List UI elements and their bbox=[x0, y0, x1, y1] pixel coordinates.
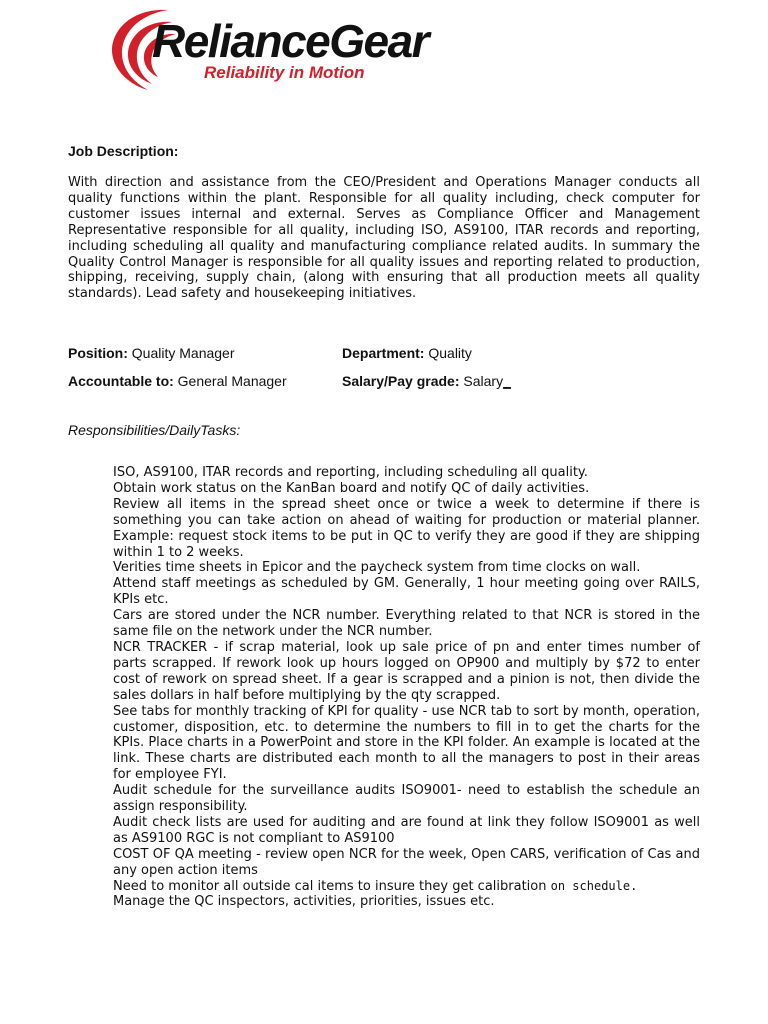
accountable-to-value: General Manager bbox=[177, 373, 287, 389]
task-item: Attend staff meetings as scheduled by GM. Generally, 1 hour meeting going over RAILS, KPIs etc. bbox=[113, 576, 700, 608]
task-item: NCR TRACKER - if scrap material, look up sale price of pn and enter times number of parts scrapped. If rework look up hours logged on OP900 and multiply by $72 to enter cost of rework on spread sheet. If a gear is scrapped and a pinion is not, then divide the sales dollars in half before multiplying by the qty scrapped. bbox=[113, 639, 700, 703]
task-item: COST OF QA meeting - review open NCR for the week, Open CARS, verification of Cas and any open action items bbox=[113, 846, 700, 878]
company-logo bbox=[106, 4, 606, 92]
position-field bbox=[68, 345, 235, 361]
accountable-to-field bbox=[68, 373, 287, 389]
task-item-mono-suffix: on schedule. bbox=[550, 878, 638, 893]
task-item: ISO, AS9100, ITAR records and reporting, including scheduling all quality. bbox=[113, 465, 588, 480]
task-item-text: Need to monitor all outside cal items to insure they get calibration bbox=[113, 878, 547, 894]
task-item: Audit schedule for the surveillance audits ISO9001- need to establish the schedule an assign responsibility. bbox=[113, 783, 700, 815]
task-item: Obtain work status on the KanBan board and notify QC of daily activities. bbox=[113, 480, 590, 496]
accountable-to-label: Accountable to: bbox=[68, 373, 174, 389]
task-item: Review all items in the spread sheet once or twice a week to determine if there is something you can take action on ahead of waiting for production or material planner. Example: request stock items to be put in QC to verify they are good if they are shipping within 1 to 2 weeks. bbox=[113, 496, 700, 560]
salary-label: Salary/Pay grade: bbox=[342, 373, 460, 389]
brand-tagline: Reliability in Motion bbox=[204, 63, 365, 82]
salary-value: Salary bbox=[463, 373, 504, 389]
department-field bbox=[342, 345, 472, 361]
salary-field bbox=[342, 373, 511, 389]
department-label: Department: bbox=[342, 345, 425, 361]
task-item: Cars are stored under the NCR number. Everything related to that NCR is stored in the same file on the network under the NCR number. bbox=[113, 608, 700, 640]
task-item bbox=[113, 879, 700, 895]
task-item: Manage the QC inspectors, activities, priorities, issues etc. bbox=[113, 894, 495, 910]
task-item: See tabs for monthly tracking of KPI for quality - use NCR tab to sort by month, operation, customer, disposition, etc. to determine the numbers to fill in to get the charts for the KPIs. Place charts in a PowerPoint and store in the KPI folder. An example is located at the link. These charts are distributed each month to all the managers to post in their areas for employee FYI. bbox=[113, 703, 700, 783]
task-item: Verities time sheets in Epicor and the paycheck system from time clocks on wall. bbox=[113, 560, 641, 576]
salary-blank: _ bbox=[503, 373, 511, 389]
task-item: Audit check lists are used for auditing and are found at link they follow ISO9001 as well as AS9100 RGC is not compliant to AS9100 bbox=[113, 814, 700, 846]
job-description-text: With direction and assistance from the CEO/President and Operations Manager conducts all quality functions within the plant. Responsible for all quality including, check computer for customer issues internal and external. Serves as Compliance Officer and Management Representative responsible for all quality, including ISO, AS9100, ITAR records and reporting, including scheduling all quality and manufacturing compliance related audits. In summary the Quality Control Manager is responsible for all quality issues and reporting related to production, shipping, receiving, supply chain, (along with ensuring that all production meets all quality standards). Lead safety and housekeeping initiatives. bbox=[68, 175, 700, 302]
job-description-heading: Job Description: bbox=[68, 143, 179, 159]
position-label: Position: bbox=[68, 345, 128, 361]
brand-name: RelianceGear bbox=[152, 15, 429, 67]
department-value: Quality bbox=[428, 345, 472, 361]
responsibilities-list bbox=[113, 465, 700, 910]
responsibilities-heading: Responsibilities/DailyTasks: bbox=[68, 422, 241, 438]
position-value: Quality Manager bbox=[131, 345, 235, 361]
